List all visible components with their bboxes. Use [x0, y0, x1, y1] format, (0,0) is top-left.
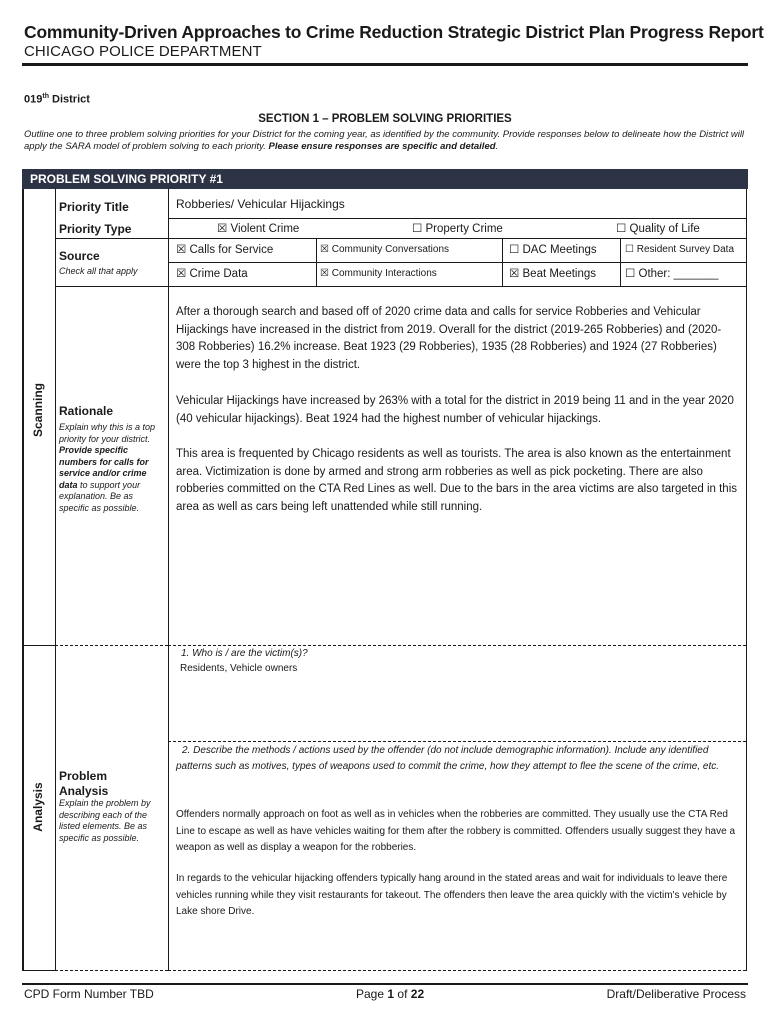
document-status: Draft/Deliberative Process: [606, 987, 746, 1001]
row-divider: [55, 286, 746, 287]
footer-divider: [22, 983, 748, 985]
rationale-label: Rationale: [59, 404, 114, 418]
district-label: 019th District: [24, 93, 90, 106]
source-hint: Check all that apply: [59, 266, 138, 276]
priority-type-label: Priority Type: [59, 222, 132, 236]
source-beat-meetings[interactable]: ☒ Beat Meetings: [509, 268, 597, 280]
report-title: Community-Driven Approaches to Crime Reduction Strategic District Plan Progress Report: [24, 22, 764, 42]
phase-column-divider: [55, 189, 56, 971]
source-grid-divider: [502, 238, 503, 286]
table-left-border: [22, 189, 24, 971]
title-divider: [22, 63, 748, 66]
type-option-quality-of-life[interactable]: ☐ Quality of Life: [616, 223, 700, 235]
phase-end-line: [22, 970, 55, 971]
label-column-divider: [168, 189, 169, 971]
type-option-violent-crime[interactable]: ☒ Violent Crime: [217, 223, 300, 235]
source-other[interactable]: ☐ Other: _______: [625, 268, 719, 280]
source-label: Source: [59, 249, 100, 263]
answer-2-paragraph: Offenders normally approach on foot as well as in vehicles when the robberies are committed. They usually use the CTA Red Line to escape as well as have vehicles waiting for them after the robbery is committed. Offenders usually suggest they have a weapon as well as display a weapon for the robberies.: [176, 809, 735, 853]
section-description: Outline one to three problem solving priorities for your District for the coming year, as identified by the community. Provide responses below to delineate how the District will apply the SARA model of problem solving to each priority. Please ensure responses are specific and detailed.: [24, 129, 745, 152]
question-2: 2. Describe the methods / actions used by the offender (do not include demographic information). Include any identified patterns such as motives, types of weapons used to commit the crime, how they attempt to flee the scene of the crime, etc.: [176, 745, 720, 772]
source-crime-data[interactable]: ☒ Crime Data: [176, 268, 248, 280]
type-option-property-crime[interactable]: ☐ Property Crime: [412, 223, 503, 235]
question-1: 1. Who is / are the victim(s)?: [181, 648, 308, 659]
rationale-hint: Explain why this is a top priority for your district. Provide specific numbers for calls for service and/or crime data to support your explanation. Be as specific as possible.: [59, 422, 156, 513]
priority-title-label: Priority Title: [59, 200, 129, 214]
source-community-interactions[interactable]: ☒ Community Interactions: [320, 268, 437, 279]
problem-analysis-label: Problem Analysis: [59, 769, 109, 798]
source-grid-divider: [620, 238, 621, 286]
source-dac-meetings[interactable]: ☐ DAC Meetings: [509, 244, 597, 256]
row-divider: [55, 238, 746, 239]
answer-2-paragraph: In regards to the vehicular hijacking offenders typically hang around in the stated areas and wait for individuals to leave there vehicles running while they visit restaurants for takeout. The offenders then leave the area quickly with the victim's vehicle by Lake shore Drive.: [176, 873, 728, 917]
question-divider-dashed: [168, 741, 746, 742]
priority-title-value: Robberies/ Vehicular Hijackings: [176, 197, 345, 211]
department-name: CHICAGO POLICE DEPARTMENT: [24, 43, 262, 60]
problem-analysis-hint: Explain the problem by describing each of the listed elements. Be as specific as possible.: [59, 798, 151, 843]
page-indicator: Page 1 of 22: [356, 987, 425, 1001]
rationale-paragraph: After a thorough search and based off of 2020 crime data and calls for service Robberies and Vehicular Hijackings have increased in the district from 2019. Overall for the district (2019-265 Robberies) and (2020- 308 Robberies) 16.2% increase. Beat 1923 (29 Robberies), 1935 (28 Robberies) and 1924 (27 Robberies) were the top 3 highest in the district.: [176, 306, 722, 371]
section-heading: SECTION 1 – PROBLEM SOLVING PRIORITIES: [258, 113, 512, 125]
source-resident-survey-data[interactable]: ☐ Resident Survey Data: [625, 244, 735, 255]
answer-1: Residents, Vehicle owners: [180, 663, 298, 674]
priority-header-bar: PROBLEM SOLVING PRIORITY #1: [22, 169, 748, 189]
table-right-border: [746, 189, 747, 971]
rationale-paragraph: Vehicular Hijackings have increased by 263% with a total for the district in 2019 being 11 and in the year 2020 (40 vehicular hijackings). Beat 1924 had the highest number of vehicular hijackings.: [176, 395, 734, 425]
scanning-phase-label: Scanning: [31, 382, 45, 437]
analysis-phase-label: Analysis: [31, 782, 45, 832]
source-calls-for-service[interactable]: ☒ Calls for Service: [176, 244, 274, 256]
phase-end-dashed: [55, 970, 168, 971]
row-divider: [168, 218, 746, 219]
phase-divider: [22, 645, 55, 646]
form-number: CPD Form Number TBD: [24, 987, 154, 1001]
rationale-paragraph: This area is frequented by Chicago residents as well as tourists. The area is also known as the entertainment area. Victimization is done by armed and strong arm robberies as well as pick pocketing. There are also robberies committed on the CTA Red Lines as well. Due to the bars in the area victims are also targeted in this area as well as cars being left unattended while still running.: [176, 448, 738, 513]
phase-divider-dashed: [55, 645, 168, 646]
content-end-dashed: [168, 970, 746, 971]
source-community-conversations[interactable]: ☒ Community Conversations: [320, 244, 450, 255]
row-divider: [168, 262, 746, 263]
source-grid-divider: [316, 238, 317, 286]
